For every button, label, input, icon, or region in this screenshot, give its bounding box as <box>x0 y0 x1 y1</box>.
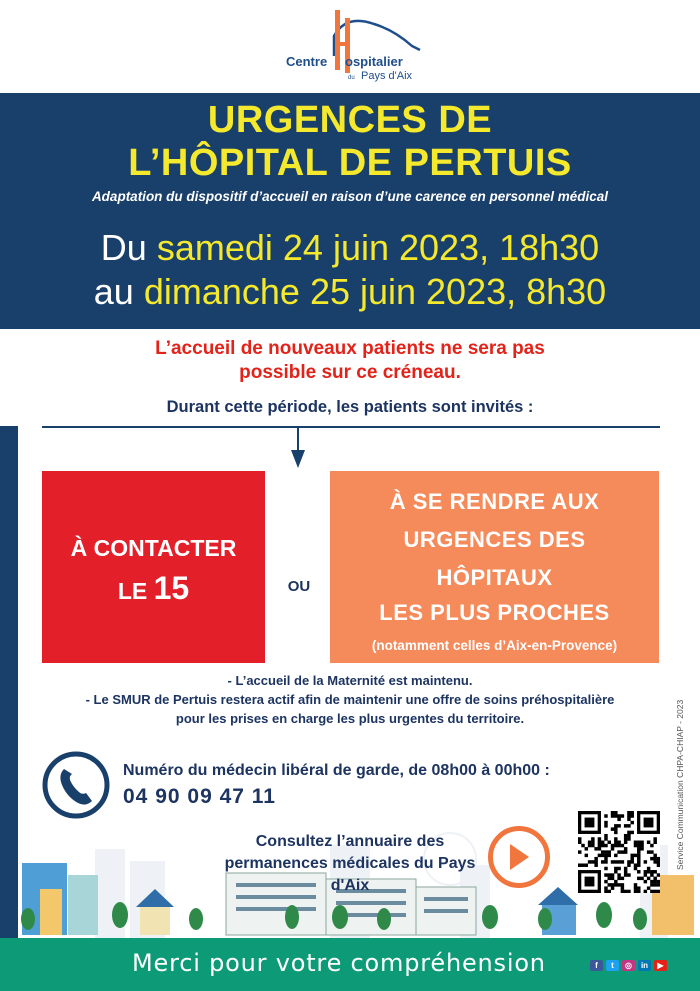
date-start <box>0 227 700 269</box>
qr-code-icon[interactable] <box>578 811 660 893</box>
footer-thanks: Merci pour votre compréhension <box>132 949 546 977</box>
closure-notice-line1: L’accueil de nouveaux patients ne sera pas <box>155 338 545 359</box>
contact-15-line2 <box>42 570 265 607</box>
page-title-line1: URGENCES DE <box>207 99 493 141</box>
directory-line2: permanences médicales du Pays d'Aix <box>224 855 476 894</box>
note-maternity: - L’accueil de la Maternité est maintenu. <box>227 673 473 688</box>
header-band <box>0 93 700 329</box>
date-start-prefix: Du <box>100 227 147 268</box>
date-end <box>0 271 700 313</box>
note-smur: - Le SMUR de Pertuis restera actif afin de maintenir une offre de soins préhospitalière <box>85 692 615 707</box>
youtube-icon[interactable]: ▶ <box>654 960 667 971</box>
contact-15-prefix: LE <box>117 578 148 604</box>
social-icons <box>590 960 667 971</box>
linkedin-icon[interactable]: in <box>638 960 651 971</box>
down-arrow-head-icon <box>291 450 305 468</box>
page-subtitle: Adaptation du dispositif d’accueil en raison d’une carence en personnel médical <box>91 189 609 204</box>
service-notes <box>40 671 660 728</box>
logo-text-hospitalier: ospitalier <box>345 54 403 69</box>
note-smur-cont: pour les prises en charge les plus urgentes du territoire. <box>175 711 525 726</box>
contact-15-box <box>42 471 265 663</box>
or-separator: OU <box>287 578 311 595</box>
phone-icon <box>42 751 110 819</box>
directory-prompt <box>220 831 480 897</box>
facebook-icon[interactable]: f <box>590 960 603 971</box>
down-arrow-icon <box>297 428 299 452</box>
logo-text-centre: Centre <box>286 54 328 69</box>
nearest-er-note: (notamment celles d’Aix-en-Provence) <box>371 638 618 653</box>
logo-text-du: du <box>348 75 355 81</box>
contact-15-line1: À CONTACTER <box>70 535 237 561</box>
nearest-er-line2: URGENCES DES <box>403 527 586 552</box>
logo-text-pays: Pays d'Aix <box>361 70 413 82</box>
nearest-er-line1: À SE RENDRE AUX <box>389 489 600 514</box>
date-end-prefix: au <box>93 271 134 312</box>
invite-heading: Durant cette période, les patients sont invités : <box>166 398 534 416</box>
closure-notice-line2: possible sur ce créneau. <box>239 362 461 383</box>
phone-number[interactable]: 04 90 09 47 11 <box>123 785 276 808</box>
hospital-logo <box>282 6 432 88</box>
closure-notice <box>100 337 600 385</box>
directory-line1: Consultez l’annuaire des <box>255 833 445 850</box>
date-start-value: samedi 24 juin 2023, 18h30 <box>156 227 600 268</box>
divider-line <box>42 426 660 428</box>
page-title-line2: L’HÔPITAL DE PERTUIS <box>128 142 572 184</box>
chevron-right-icon <box>510 844 529 870</box>
credit-text: Service Communication CHPA-CHIAP - 2023 <box>675 699 685 870</box>
footer-band <box>0 938 700 991</box>
twitter-icon[interactable]: t <box>606 960 619 971</box>
nearest-er-line3: HÔPITAUX <box>436 565 553 590</box>
nearest-er-box <box>330 471 659 663</box>
contact-15-number: 15 <box>153 570 190 606</box>
directory-arrow-button[interactable] <box>488 826 550 888</box>
instagram-icon[interactable]: ◎ <box>622 960 635 971</box>
date-end-value: dimanche 25 juin 2023, 8h30 <box>143 271 607 312</box>
phone-label: Numéro du médecin libéral de garde, de 08h00 à 00h00 : <box>123 762 550 779</box>
nearest-er-line4: LES PLUS PROCHES <box>379 600 610 625</box>
